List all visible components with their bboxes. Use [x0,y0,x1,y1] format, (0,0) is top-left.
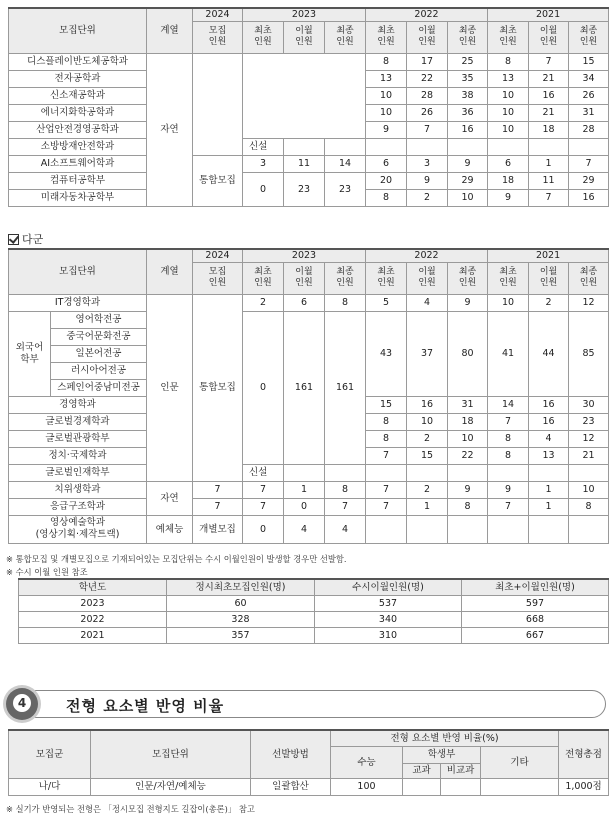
value-cell: 2 [407,430,448,447]
table-ga [8,7,609,207]
value-cell: 8 [325,294,366,311]
empty-cell [448,515,488,543]
empty-cell [488,515,529,543]
value-cell: 7 [243,481,284,498]
checkbox-icon [8,234,19,245]
header-unit: 모집단위 [91,730,251,778]
value-cell: 12 [569,430,609,447]
header-carry: 이월 인원 [407,262,448,294]
value-cell: 14 [325,155,366,172]
value-cell: 26 [569,87,609,104]
value-cell: 28 [569,121,609,138]
value-cell: 12 [569,294,609,311]
value-cell: 31 [569,104,609,121]
header-final: 최종 인원 [325,262,366,294]
unit-name: IT경영학과 [9,294,147,311]
value-cell: 18 [529,121,569,138]
value-cell: 8 [366,413,407,430]
value-cell: 13 [366,70,407,87]
value-cell: 16 [529,87,569,104]
value-cell: 9 [488,481,529,498]
value-cell: 10 [366,87,407,104]
value-cell: 6 [284,294,325,311]
value-cell: 2 [529,294,569,311]
value-cell: 8 [448,498,488,515]
value-cell: 10 [488,87,529,104]
value-cell: 7 [569,155,609,172]
unit-name: 산업안전경영공학과 [9,121,147,138]
value-cell: 7 [488,498,529,515]
empty-cell [284,464,325,481]
empty-cell [569,464,609,481]
value-cell: 31 [448,396,488,413]
empty-cell [569,515,609,543]
value-cell: 13 [529,447,569,464]
empty-cell [407,464,448,481]
carry-cell: 2021 [19,627,167,643]
header-final: 최종 인원 [448,21,488,53]
header-carry: 이월 인원 [284,262,325,294]
section-number: 4 [13,694,31,712]
empty-cell [529,515,569,543]
value-cell: 16 [569,189,609,206]
header-year: 2024 [193,8,243,21]
value-cell: 9 [407,172,448,189]
ratio-cell: 1,000점 [559,778,609,795]
value-cell: 28 [407,87,448,104]
series-cell: 자연 [147,53,193,206]
value-cell: 1 [529,481,569,498]
empty-cell [366,138,407,155]
value-cell: 8 [366,430,407,447]
header-final: 최종 인원 [448,262,488,294]
value-cell: 15 [569,53,609,70]
header-series: 계열 [147,249,193,294]
value-cell: 10 [407,413,448,430]
value-cell: 0 [243,515,284,543]
header-year: 2022 [366,8,488,21]
value-cell: 8 [366,189,407,206]
value-cell: 29 [448,172,488,189]
value-cell: 10 [366,104,407,121]
value-cell: 18 [488,172,529,189]
header-final: 최종 인원 [569,21,609,53]
header-unit: 모집단위 [9,8,147,53]
empty-cell [529,464,569,481]
value-cell: 23 [569,413,609,430]
value-cell: 7 [488,413,529,430]
unit-name: 디스플레이반도체공학과 [9,53,147,70]
carry-cell: 667 [462,627,609,643]
series-cell: 자연 [147,481,193,515]
value-cell: 1 [529,498,569,515]
header-record: 학생부 [403,746,481,763]
carry-header: 수시이월인원(명) [315,579,462,595]
value-cell: 21 [529,104,569,121]
header-first: 최초 인원 [243,21,284,53]
header-first: 최초 인원 [488,21,529,53]
ratio-cell: 인문/자연/예체능 [91,778,251,795]
value-cell: 10 [488,104,529,121]
value-cell: 35 [448,70,488,87]
mojib-cell: 통합모집 [193,155,243,206]
value-cell: 14 [488,396,529,413]
unit-name: AI소프트웨어학과 [9,155,147,172]
value-cell: 21 [529,70,569,87]
mojib-cell: 통합모집 [193,294,243,481]
value-cell: 8 [488,430,529,447]
unit-name: 일본어전공 [51,345,147,362]
value-cell: 43 [366,311,407,396]
unit-name: 글로벌경제학과 [9,413,147,430]
value-cell: 80 [448,311,488,396]
value-cell: 4 [284,515,325,543]
value-cell: 161 [325,311,366,464]
value-cell: 23 [284,172,325,206]
value-cell: 22 [407,70,448,87]
value-cell: 85 [569,311,609,396]
unit-name: 신소재공학과 [9,87,147,104]
value-cell: 161 [284,311,325,464]
carry-cell: 310 [315,627,462,643]
carry-table [18,578,609,644]
header-carry: 이월 인원 [284,21,325,53]
value-cell: 16 [529,396,569,413]
empty-cell [407,515,448,543]
empty-cell [284,138,325,155]
value-cell: 7 [366,481,407,498]
value-cell: 10 [488,121,529,138]
header-carry: 이월 인원 [407,21,448,53]
header-year: 2024 [193,249,243,262]
value-cell: 7 [193,481,243,498]
value-cell: 15 [366,396,407,413]
carry-cell: 328 [167,611,315,627]
value-cell: 22 [448,447,488,464]
value-cell: 7 [193,498,243,515]
value-cell: 0 [243,172,284,206]
header-final: 최종 인원 [569,262,609,294]
unit-name: 응급구조학과 [9,498,147,515]
ratio-cell: 100 [331,778,403,795]
value-cell: 8 [488,447,529,464]
unit-name: 영상예술학과 (영상기획·제작트랙) [9,515,147,543]
value-cell: 9 [448,294,488,311]
group-name: 외국어 학부 [9,311,51,396]
value-cell: 17 [407,53,448,70]
empty-cell [488,464,529,481]
value-cell: 26 [407,104,448,121]
carry-cell: 2022 [19,611,167,627]
unit-name: 치위생학과 [9,481,147,498]
value-cell: 36 [448,104,488,121]
value-cell: 7 [529,53,569,70]
value-cell: 5 [366,294,407,311]
empty-cell [366,464,407,481]
value-cell: 10 [448,189,488,206]
unit-name: 스페인어중남미전공 [51,379,147,396]
empty-cell [193,53,243,155]
header-method: 선발방법 [251,730,331,778]
value-cell: 9 [488,189,529,206]
header-year: 2021 [488,249,609,262]
value-cell: 6 [488,155,529,172]
carry-header: 정시최초모집인원(명) [167,579,315,595]
section-number-badge [6,688,38,720]
header-carry: 이월 인원 [529,21,569,53]
carry-header: 최초+이월인원(명) [462,579,609,595]
value-cell: 29 [569,172,609,189]
value-cell: 44 [529,311,569,396]
header-mojib: 모집 인원 [193,262,243,294]
value-cell: 37 [407,311,448,396]
value-cell: 6 [366,155,407,172]
value-cell: 0 [243,311,284,464]
carry-cell: 340 [315,611,462,627]
value-cell: 7 [325,498,366,515]
empty-cell [569,138,609,155]
value-cell: 34 [569,70,609,87]
header-first: 최초 인원 [243,262,284,294]
carry-cell: 2023 [19,595,167,611]
series-cell: 인문 [147,294,193,481]
value-cell: 1 [284,481,325,498]
value-cell: 1 [407,498,448,515]
unit-name: 글로벌인재학부 [9,464,147,481]
value-cell: 16 [529,413,569,430]
value-cell: 7 [529,189,569,206]
value-cell: 2 [407,189,448,206]
ratio-cell [403,778,441,795]
ratio-table [8,729,609,796]
carry-cell: 60 [167,595,315,611]
unit-name: 글로벌관광학부 [9,430,147,447]
value-cell: 8 [366,53,407,70]
value-cell: 4 [325,515,366,543]
value-cell: 10 [569,481,609,498]
header-subject: 교과 [403,763,441,778]
header-year: 2021 [488,8,609,21]
value-cell: 2 [407,481,448,498]
value-cell: 1 [529,155,569,172]
unit-name: 경영학과 [9,396,147,413]
value-cell: 25 [448,53,488,70]
unit-name: 중국어문화전공 [51,328,147,345]
value-cell: 38 [448,87,488,104]
value-cell: 21 [569,447,609,464]
empty-cell [243,53,366,138]
header-ratio: 전형 요소별 반영 비율(%) [331,730,559,746]
value-cell: 4 [407,294,448,311]
ratio-cell: 나/다 [9,778,91,795]
value-cell: 10 [488,294,529,311]
header-nonsubject: 비교과 [441,763,481,778]
value-cell: 18 [448,413,488,430]
value-cell: 13 [488,70,529,87]
section-title: 전형 요소별 반영 비율 [66,697,225,715]
header-first: 최초 인원 [366,21,407,53]
header-series: 계열 [147,8,193,53]
carry-cell: 537 [315,595,462,611]
header-final: 최종 인원 [325,21,366,53]
header-year: 2023 [243,249,366,262]
empty-cell [448,138,488,155]
value-cell: 7 [407,121,448,138]
empty-cell [407,138,448,155]
empty-cell [529,138,569,155]
value-cell: 16 [448,121,488,138]
mojib-cell: 개별모집 [193,515,243,543]
empty-cell [488,138,529,155]
unit-name: 소방방재안전학과 [9,138,147,155]
header-unit: 모집단위 [9,249,147,294]
unit-name: 정치·국제학과 [9,447,147,464]
header-mojib: 모집 인원 [193,21,243,53]
empty-cell [366,515,407,543]
ratio-cell [441,778,481,795]
header-suneung: 수능 [331,746,403,778]
header-year: 2023 [243,8,366,21]
unit-name: 러시아어전공 [51,362,147,379]
value-cell: 30 [569,396,609,413]
value-cell: 8 [569,498,609,515]
value-cell: 3 [407,155,448,172]
value-cell: 7 [366,447,407,464]
carry-header: 학년도 [19,579,167,595]
header-year: 2022 [366,249,488,262]
note-2: ※ 수시 이월 인원 참조 [6,567,88,577]
header-group: 모집군 [9,730,91,778]
series-cell: 예체능 [147,515,193,543]
header-total: 전형총점 [559,730,609,778]
value-cell: 10 [448,430,488,447]
header-first: 최초 인원 [488,262,529,294]
unit-name: 에너지화학공학과 [9,104,147,121]
value-cell: 20 [366,172,407,189]
value-cell: 9 [448,481,488,498]
ratio-cell [481,778,559,795]
value-cell: 41 [488,311,529,396]
value-cell: 16 [407,396,448,413]
unit-name: 영어학전공 [51,311,147,328]
value-cell: 11 [284,155,325,172]
unit-name: 전자공학과 [9,70,147,87]
value-cell: 15 [407,447,448,464]
section-4-header [6,688,606,720]
table-da [8,248,609,544]
empty-cell [325,464,366,481]
value-cell: 3 [243,155,284,172]
header-first: 최초 인원 [366,262,407,294]
value-cell: 9 [366,121,407,138]
new-badge: 신설 [243,464,284,481]
header-other: 기타 [481,746,559,778]
empty-cell [325,138,366,155]
empty-cell [448,464,488,481]
note-1: ※ 통합모집 및 개별모집으로 기재되어있는 모집단위는 수시 이월인원이 발생할 경우만 선발함. [6,554,347,564]
carry-cell: 668 [462,611,609,627]
value-cell: 4 [529,430,569,447]
carry-cell: 357 [167,627,315,643]
new-badge: 신설 [243,138,284,155]
section-da [8,231,43,247]
value-cell: 0 [284,498,325,515]
ratio-cell: 일괄합산 [251,778,331,795]
value-cell: 7 [366,498,407,515]
carry-cell: 597 [462,595,609,611]
value-cell: 9 [448,155,488,172]
header-carry: 이월 인원 [529,262,569,294]
value-cell: 7 [243,498,284,515]
value-cell: 11 [529,172,569,189]
footnote: ※ 실기가 반영되는 전형은 「정시모집 전형지도 길잡이(총론)」 참고 [6,804,255,814]
value-cell: 8 [488,53,529,70]
value-cell: 8 [325,481,366,498]
unit-name: 미래자동차공학부 [9,189,147,206]
value-cell: 2 [243,294,284,311]
unit-name: 컴퓨터공학부 [9,172,147,189]
section-label: 다군 [22,233,44,246]
value-cell: 23 [325,172,366,206]
